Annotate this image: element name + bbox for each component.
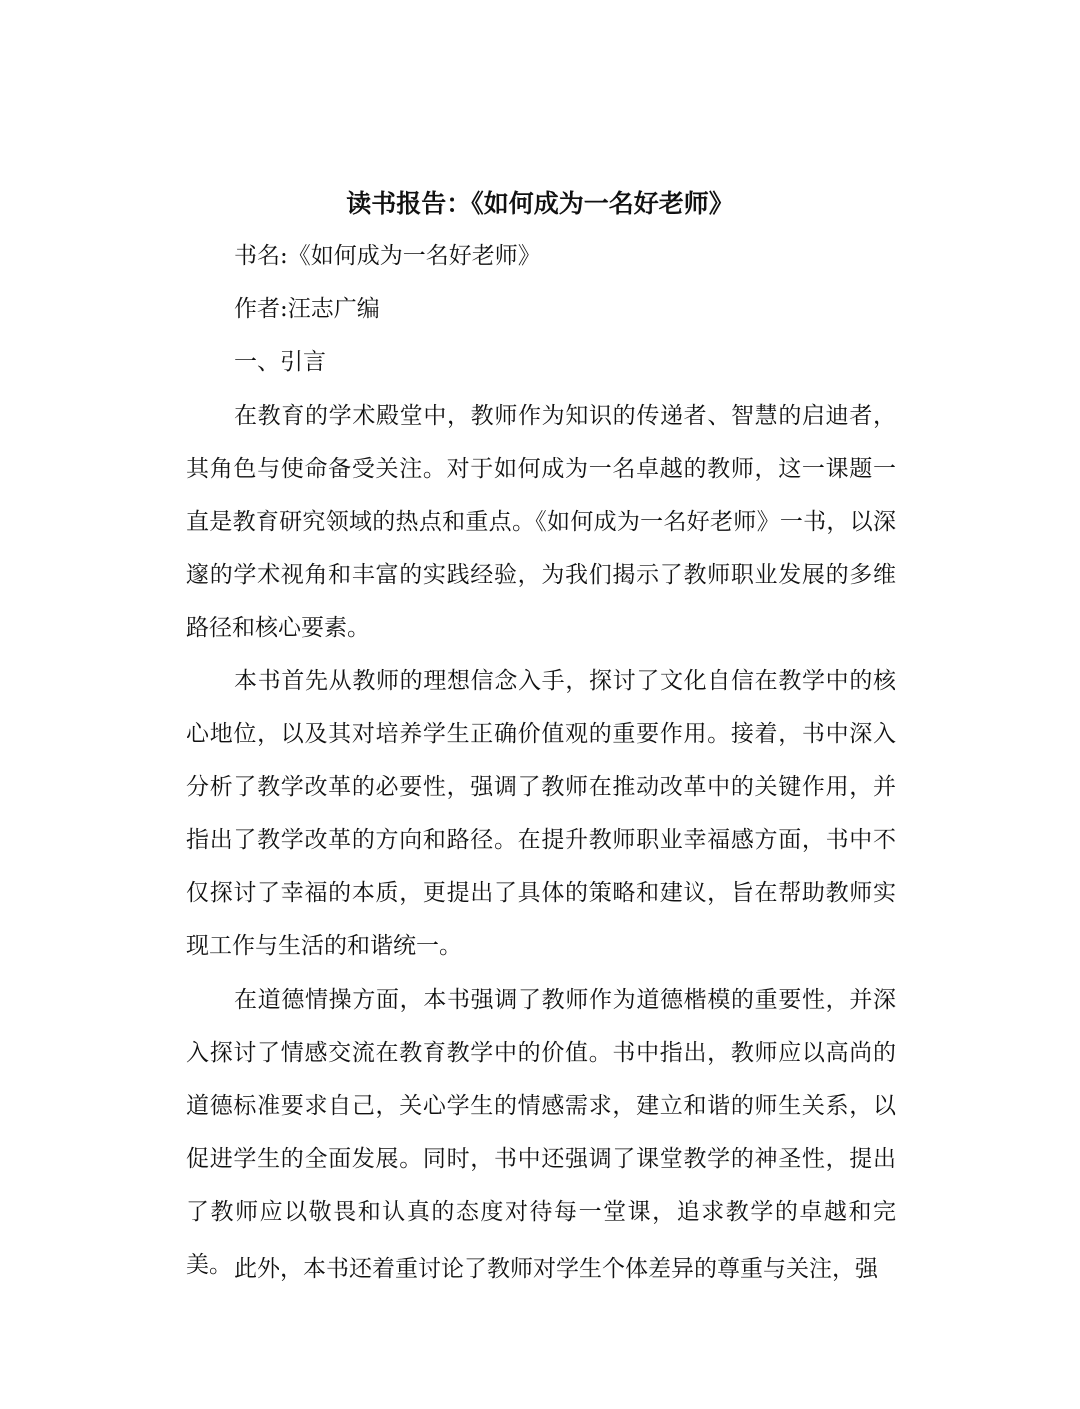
paragraph-2: 本书首先从教师的理想信念入手，探讨了文化自信在教学中的核心地位，以及其对培养学生正确价值观的重要作用。接着，书中深入分析了教学改革的必要性，强调了教师在推动改革中的关键作用，并指出了教学改革的方向和路径。在提升教师职业幸福感方面，书中不仅探讨了幸福的本质，更提出了具体的策略和建议，旨在帮助教师实现工作与生活的和谐统一。 (186, 668, 896, 959)
document-title: 读书报告：《如何成为一名好老师》 (346, 189, 734, 218)
book-name-line: 书名:《如何成为一名好老师》 (234, 243, 541, 269)
paragraph-3: 在道德情操方面，本书强调了教师作为道德楷模的重要性，并深入探讨了情感交流在教育教学中的价值。书中指出，教师应以高尚的道德标准要求自己，关心学生的情感需求，建立和谐的师生关系，以促进学生的全面发展。同时，书中还强调了课堂教学的神圣性，提出了教师应以敬畏和认真的态度对待每一堂课，追求教学的卓越和完美。 (186, 987, 896, 1278)
paragraph-1: 在教育的学术殿堂中，教师作为知识的传递者、智慧的启迪者，其角色与使命备受关注。对于如何成为一名卓越的教师，这一课题一直是教育研究领域的热点和重点。《如何成为一名好老师》一书，以深邃的学术视角和丰富的实践经验，为我们揭示了教师职业发展的多维路径和核心要素。 (186, 403, 896, 641)
section-heading-introduction: 一、引言 (234, 349, 326, 375)
author-line: 作者:汪志广编 (234, 296, 380, 322)
paragraph-4: 此外，本书还着重讨论了教师对学生个体差异的尊重与关注，强 (234, 1256, 878, 1282)
